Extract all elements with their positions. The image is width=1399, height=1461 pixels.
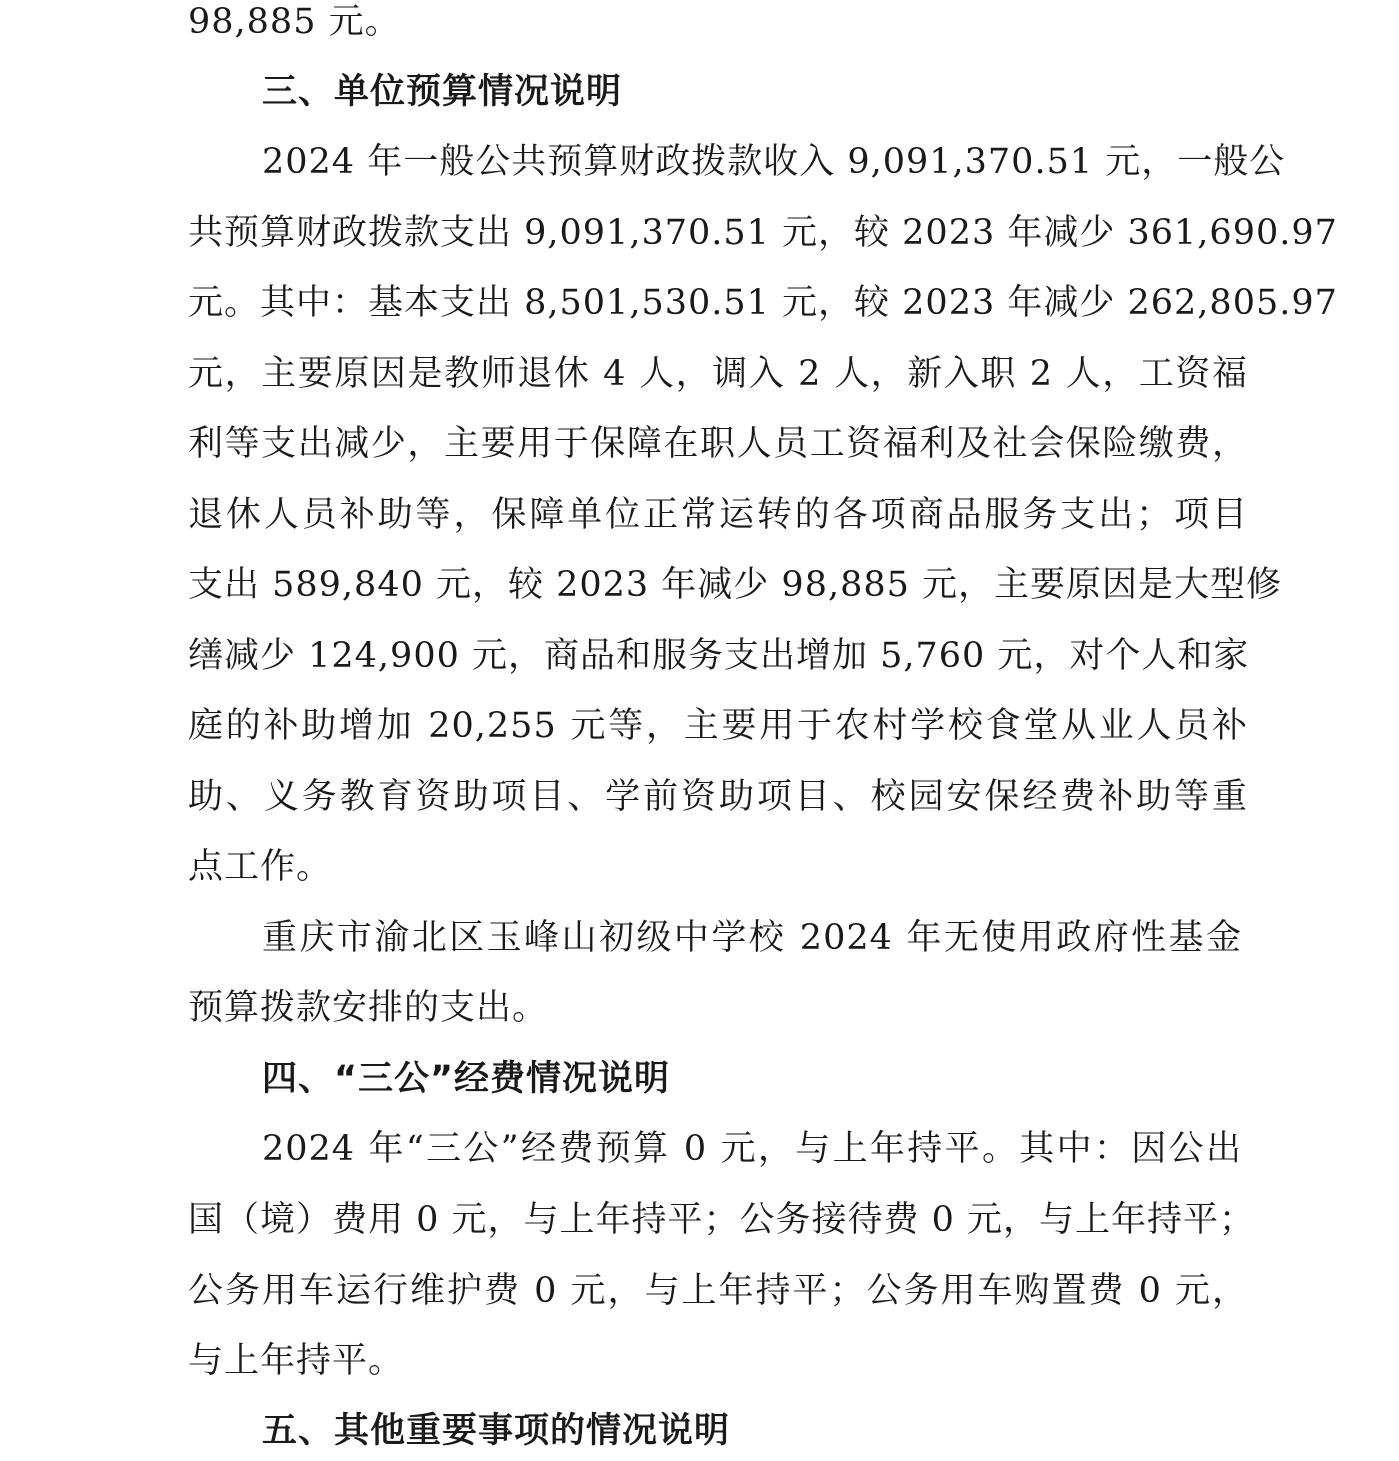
section-heading-three-public-expenses: 四、“三公”经费情况说明: [262, 1059, 671, 1099]
paragraph-line: 98,885 元。: [188, 2, 401, 42]
paragraph-line: 元，主要原因是教师退休 4 人，调入 2 人，新入职 2 人，工资福: [188, 354, 1248, 394]
paragraph-line: 预算拨款安排的支出。: [188, 988, 549, 1028]
paragraph-line: 2024 年一般公共预算财政拨款收入 9,091,370.51 元，一般公: [262, 142, 1286, 182]
paragraph-line: 庭的补助增加 20,255 元等，主要用于农村学校食堂从业人员补: [188, 706, 1248, 746]
paragraph-line: 利等支出减少，主要用于保障在职人员工资福利及社会保险缴费，: [188, 424, 1248, 464]
paragraph-line: 退休人员补助等，保障单位正常运转的各项商品服务支出；项目: [188, 495, 1248, 535]
paragraph-line: 2024 年“三公”经费预算 0 元，与上年持平。其中：因公出: [262, 1129, 1242, 1169]
paragraph-line: 国（境）费用 0 元，与上年持平；公务接待费 0 元，与上年持平；: [188, 1200, 1256, 1240]
paragraph-line: 元。其中：基本支出 8,501,530.51 元，较 2023 年减少 262,805.97: [188, 283, 1338, 323]
section-heading-unit-budget: 三、单位预算情况说明: [262, 72, 623, 112]
paragraph-line: 助、义务教育资助项目、学前资助项目、校园安保经费补助等重: [188, 777, 1248, 817]
paragraph-line: 支出 589,840 元，较 2023 年减少 98,885 元，主要原因是大型修: [188, 565, 1283, 605]
paragraph-line: 共预算财政拨款支出 9,091,370.51 元，较 2023 年减少 361,690.97: [188, 213, 1338, 253]
paragraph-line: 重庆市渝北区玉峰山初级中学校 2024 年无使用政府性基金: [262, 918, 1242, 958]
paragraph-line: 缮减少 124,900 元，商品和服务支出增加 5,760 元，对个人和家: [188, 636, 1250, 676]
paragraph-line: 点工作。: [188, 847, 333, 887]
section-heading-other-matters: 五、其他重要事项的情况说明: [262, 1411, 731, 1451]
paragraph-line: 公务用车运行维护费 0 元，与上年持平；公务用车购置费 0 元，: [188, 1271, 1248, 1311]
paragraph-line: 与上年持平。: [188, 1341, 405, 1381]
